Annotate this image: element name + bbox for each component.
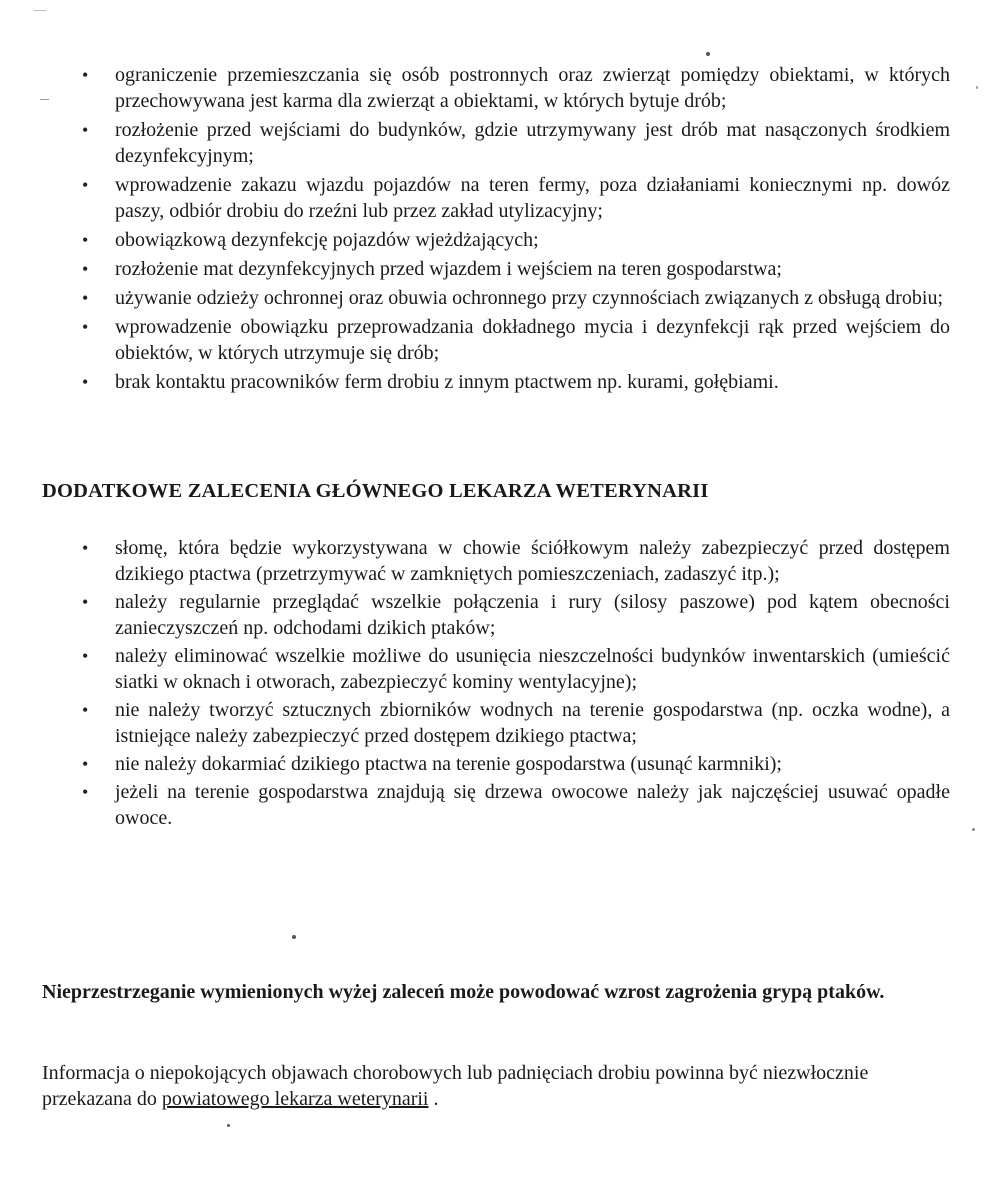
info-text-end: .: [428, 1088, 439, 1110]
scan-speck: [706, 52, 710, 56]
biosecurity-measures-list: [115, 62, 950, 398]
scan-speck: [976, 86, 978, 89]
info-text: Informacja o niepokojących objawach chorobowych lub padnięciach drobiu powinna być niezwłocznie przekazana do: [42, 1062, 869, 1110]
list-item: • rozłożenie przed wejściami do budynków, gdzie utrzymywany jest drób mat nasączonych środkiem dezynfekcyjnym;: [115, 117, 950, 169]
list-item: • rozłożenie mat dezynfekcyjnych przed wjazdem i wejściem na teren gospodarstwa;: [115, 256, 950, 282]
list-item: • należy regularnie przeglądać wszelkie połączenia i rury (silosy paszowe) pod kątem obecności zanieczyszczeń np. odchodami dzikich ptaków;: [115, 589, 950, 641]
warning-paragraph: Nieprzestrzeganie wymienionych wyżej zaleceń może powodować wzrost zagrożenia grypą ptaków.: [42, 981, 885, 1003]
list-item: • używanie odzieży ochronnej oraz obuwia ochronnego przy czynnościach związanych z obsługą drobiu;: [115, 285, 950, 311]
list-item: • należy eliminować wszelkie możliwe do usunięcia nieszczelności budynków inwentarskich (umieścić siatki w oknach i otworach, zabezpieczyć kominy wentylacyjne);: [115, 643, 950, 695]
list-item: • słomę, która będzie wykorzystywana w chowie ściółkowym należy zabezpieczyć przed dostępem dzikiego ptactwa (przetrzymywać w zamkniętych pomieszczeniach, zadaszyć itp.);: [115, 535, 950, 587]
additional-recommendations-list: [115, 535, 950, 833]
scan-speck: [34, 10, 46, 11]
list-item: • obowiązkową dezynfekcję pojazdów wjeżdżających;: [115, 227, 950, 253]
section-heading: DODATKOWE ZALECENIA GŁÓWNEGO LEKARZA WETERYNARII: [42, 480, 709, 502]
vet-authority-text: powiatowego lekarza weterynarii: [161, 1088, 429, 1110]
list-item: • nie należy dokarmiać dzikiego ptactwa na terenie gospodarstwa (usunąć karmniki);: [115, 751, 950, 777]
info-paragraph: [42, 1060, 922, 1112]
scan-speck: [227, 1124, 230, 1127]
list-item: • wprowadzenie obowiązku przeprowadzania dokładnego mycia i dezynfekcji rąk przed wejściem do obiektów, w których utrzymuje się drób;: [115, 314, 950, 366]
list-item: • wprowadzenie zakazu wjazdu pojazdów na teren fermy, poza działaniami koniecznymi np. dowóz paszy, odbiór drobiu do rzeźni lub przez zakład utylizacyjny;: [115, 172, 950, 224]
scan-speck: [292, 935, 296, 939]
scan-speck: [972, 828, 975, 831]
scan-speck: [40, 99, 49, 100]
list-item: • jeżeli na terenie gospodarstwa znajdują się drzewa owocowe należy jak najczęściej usuwać opadłe owoce.: [115, 779, 950, 831]
list-item: • ograniczenie przemieszczania się osób postronnych oraz zwierząt pomiędzy obiektami, w których przechowywana jest karma dla zwierząt a obiektami, w których bytuje drób;: [115, 62, 950, 114]
list-item: • brak kontaktu pracowników ferm drobiu z innym ptactwem np. kurami, gołębiami.: [115, 369, 950, 395]
list-item: • nie należy tworzyć sztucznych zbiorników wodnych na terenie gospodarstwa (np. oczka wodne), a istniejące należy zabezpieczyć przed dostępem dzikiego ptactwa;: [115, 697, 950, 749]
